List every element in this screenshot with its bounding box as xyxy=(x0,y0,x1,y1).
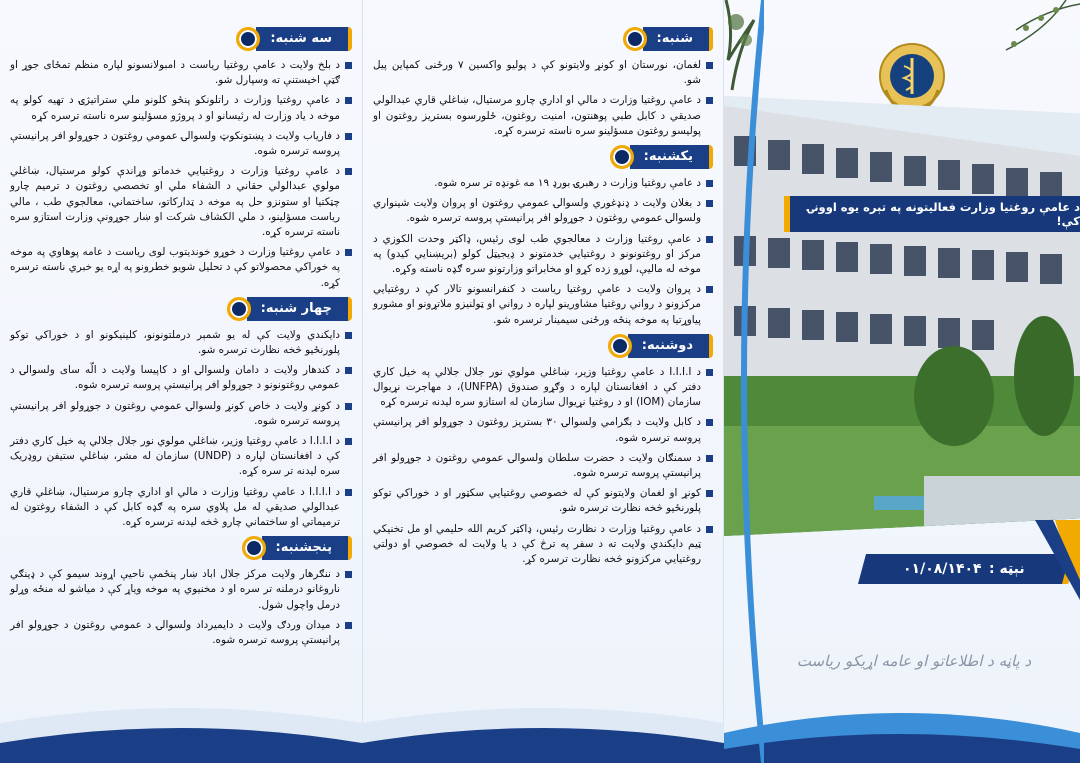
day-title-sunday: يکشنبه: xyxy=(630,145,713,169)
square-bullet-icon xyxy=(706,369,713,376)
panel-fold-arc xyxy=(724,0,764,763)
day-header-saturday xyxy=(373,26,713,52)
list-item: د پروان ولايت د عامې روغتيا رياست د کنفرانسونو تالار کې د روغتيايي مرکزونو د رواني روغتيا مشاورينو لپاره د رواني او ټولنيزو ملاتړونو او مشورو پياوړتيا په موخه پنځه ورځنی سيمينار ترسره شو. xyxy=(373,282,713,328)
list-item: د عامې روغتيا وزارت د خوړو خونديتوب لوی رياست د عامه پوهاوي په موخه په خوراکي محصولاتو کې د تحليل شويو خطرونو په اړه يو خبري ناسته ترسره کړه. xyxy=(10,245,352,291)
day-header-thursday xyxy=(10,535,352,561)
square-bullet-icon xyxy=(706,97,713,104)
tree-leaves-icon xyxy=(986,0,1080,60)
saturday-list xyxy=(373,58,713,139)
list-item: د ميدان وردګ ولايت د دايميرداد ولسوالۍ د عمومي روغتون د جوړولو افر پرانيستې پروسه ترسره شوه. xyxy=(10,618,352,648)
list-item: د فارياب ولايت د پښتونکوټ ولسوالۍ عمومي روغتون د جوړولو افر پرانيستې پروسه ترسره شوه. xyxy=(10,129,352,159)
square-bullet-icon xyxy=(706,455,713,462)
list-item: د عامې روغتيا وزارت د رهبرۍ بورډ ۱۹ مه غونډه تر سره شوه. xyxy=(373,176,713,191)
square-bullet-icon xyxy=(345,97,352,104)
list-item: د بغلان ولايت د ډنډغوري ولسوالۍ عمومي روغتون او پروان ولايت شينواري ولسوالۍ عمومي روغتون د جوړولو افر پرانيستې پروسه ترسره شوه. xyxy=(373,196,713,226)
banner-title: د عامې روغتيا وزارت فعاليتونه په تېره يوه اوونۍ کې! xyxy=(807,200,1080,228)
square-bullet-icon xyxy=(345,168,352,175)
gold-corner-stripe xyxy=(1035,520,1080,600)
list-item: د سمنګان ولايت د حضرت سلطان ولسوالۍ عمومي روغتون د جوړولو افر پرانيستې پروسه ترسره شوه. xyxy=(373,451,713,481)
date-value: ۰۱/۰۸/۱۴۰۴ xyxy=(902,561,982,577)
thursday-list xyxy=(10,567,352,648)
ministry-building-photo xyxy=(724,96,1080,536)
day-title-saturday: شنبه: xyxy=(643,27,713,51)
day-title-wednesday: چهار شنبه: xyxy=(247,297,352,321)
square-bullet-icon xyxy=(345,62,352,69)
day-title-thursday: پنجشنبه: xyxy=(262,536,352,560)
day-header-tuesday xyxy=(10,26,352,52)
square-bullet-icon xyxy=(706,200,713,207)
day-dot-icon xyxy=(608,334,632,358)
list-item: لغمان، نورستان او کونړ ولايتونو کې د پوليو واکسين ۷ ورځنی کمپاين پيل شو. xyxy=(373,58,713,88)
day-title-monday: دوشنبه: xyxy=(628,334,713,358)
day-header-monday xyxy=(373,333,713,359)
square-bullet-icon xyxy=(345,438,352,445)
square-bullet-icon xyxy=(706,419,713,426)
list-item: د ننګرهار ولايت مرکز جلال اباد ښار پنځمې ناحيې اړوند سيمو کې د ډينګي ناروغانو درملنه تر سره او د مخنيوي په موخه وياړ کې د مياشو له منځه وړلو درمل واچول شول. xyxy=(10,567,352,613)
square-bullet-icon xyxy=(706,236,713,243)
day-header-sunday xyxy=(373,144,713,170)
square-bullet-icon xyxy=(706,180,713,187)
list-item: دايکندي ولايت کې له يو شمېر درملتونونو، کلينيکونو او د خوراکي توکو پلورنځيو څخه نظارت ترسره شو. xyxy=(10,328,352,358)
day-dot-icon xyxy=(242,536,266,560)
list-item: د کندهار ولايت د دامان ولسوالۍ او د کاپيسا ولايت د الّه سای ولسوالۍ د عمومي روغتونونو د جوړولو افر پرانيستې پروسه ترسره شوه. xyxy=(10,363,352,393)
list-item: د I.I.I.I د عامې روغتيا وزارت د مالي او اداري چارو مرستيال، ښاغلي قاري عبدالولي صديقي له مل پلاوي سره په ګډه کابل کې د الشفاء روغتون له ترميماتي او ساختماني چارو څخه ليدنه ترسره کړه. xyxy=(10,485,352,531)
list-item: د بلخ ولايت د عامې روغتيا رياست د امبولانسونو لپاره منظم تمځای جوړ او ګټې اخيستنې ته وسپارل شو. xyxy=(10,58,352,88)
date-label: نېټه : xyxy=(989,561,1026,577)
day-dot-icon xyxy=(623,27,647,51)
left-column xyxy=(0,0,362,763)
list-item: د کونړ ولايت د خاص کونړ ولسوالۍ عمومي روغتون د جوړولو افر پرانيستې پروسه ترسره شوه. xyxy=(10,399,352,429)
square-bullet-icon xyxy=(345,622,352,629)
square-bullet-icon xyxy=(345,332,352,339)
day-dot-icon xyxy=(610,145,634,169)
list-item: د عامې روغتيا وزارت د روغتيايي خدماتو وړاندې کولو مرستيال، ښاغلي مولوي عبدالولي حقاني د الشفاء ملي او تخصصي روغتون د ترميم چارو چټکتيا او ستونزو حل په موخه د ټدارکاتو، ساختماني، معالجوي طب ، مالي رياست مسؤلينو، د ملي الکشاف شرکت او ښار جوړونې وزارت استازو سره ناسته ترسره کړه. xyxy=(10,164,352,240)
day-header-wednesday xyxy=(10,296,352,322)
square-bullet-icon xyxy=(345,489,352,496)
day-title-tuesday: سه شنبه: xyxy=(256,27,352,51)
list-item: د عامې روغتيا وزارت د راتلونکو پنځو کلونو ملي ستراتيژۍ د تهيه کولو په موخه د ياد وزارت له رئيسانو او د پروژو مسؤلينو سره ناسته ترسره کړه xyxy=(10,93,352,123)
tuesday-list xyxy=(10,58,352,291)
sunday-list xyxy=(373,176,713,328)
bottom-wave-decoration xyxy=(0,693,1080,763)
list-item: د I.I.I.I د عامې روغتيا وزير، ښاغلي مولوي نور جلال جلالي په خيل کاري دفتر کې د افغانستان لپاره د (UNDP) سازمان له مشر، ښاغلي ستيفن روډريک سره ليدنه تر سره کړه. xyxy=(10,434,352,480)
square-bullet-icon xyxy=(345,403,352,410)
day-dot-icon xyxy=(227,297,251,321)
list-item: کونړ او لغمان ولايتونو کې له خصوصي روغتيايي سکټور او د خوراکي توکو پلورنځيو څخه نظارت ترسره شو. xyxy=(373,486,713,516)
monday-list xyxy=(373,365,713,567)
square-bullet-icon xyxy=(345,571,352,578)
weekly-activities-banner xyxy=(784,196,1080,232)
square-bullet-icon xyxy=(706,490,713,497)
footer-calligraphy: د پاڼه د اطلاعاتو او عامه اړيکو رياست xyxy=(796,652,1032,670)
square-bullet-icon xyxy=(345,133,352,140)
middle-column xyxy=(362,0,724,763)
wednesday-list xyxy=(10,328,352,530)
square-bullet-icon xyxy=(706,62,713,69)
square-bullet-icon xyxy=(345,367,352,374)
list-item: د عامې روغتيا وزارت د مالي او اداري چارو مرستيال، ښاغلي قاري عبدالولي صديقي د کابل طبي پوهنتون، امنيت روغتون، ځلورسوه بستريز روغتون او پوليسو روغتون مسؤلينو سره ناسته ترسره کړه. xyxy=(373,93,713,139)
list-item: د I.I.I.I د عامې روغتيا وزير، ښاغلي مولوي نور جلال جلالي په خيل کاري دفتر کې د افغانستان لپاره د وګړو صندوق (UNFPA)، د مهاجرت نړيوال سازمان (IOM) او د روغتيا نړيوال سازمان له استازو سره ليدنه ترسره کړه xyxy=(373,365,713,411)
list-item: د کابل ولايت د بګرامي ولسوالۍ ۳۰ بستريز روغتون د جوړولو افر پرانيستې پروسه ترسره شوه. xyxy=(373,415,713,445)
square-bullet-icon xyxy=(706,526,713,533)
list-item: د عامې روغتيا وزارت د معالجوي طب لوی رئيس، ډاکټر وحدت الکوزي د مرکز او روغتونونو د روغتيايي خدمتونو د ډيجيټل کولو (بريښنايي کيدو) په موخه له ماليې، لوړو زده کړو او مخابراتو وزارتونو سره ګډه ناسته وکړه. xyxy=(373,232,713,278)
square-bullet-icon xyxy=(706,286,713,293)
cover-panel xyxy=(724,0,1080,763)
square-bullet-icon xyxy=(345,249,352,256)
list-item: د عامې روغتيا وزارت د نظارت رئيس، ډاکټر کريم الله حليمي او مل تخنيکي ټيم دايکندي ولايت ته د سفر په ترڅ کې د يا ولايت له خصوصي او دولتي روغتيايي مرکزونو څخه نظارت ترسره کړ. xyxy=(373,522,713,568)
